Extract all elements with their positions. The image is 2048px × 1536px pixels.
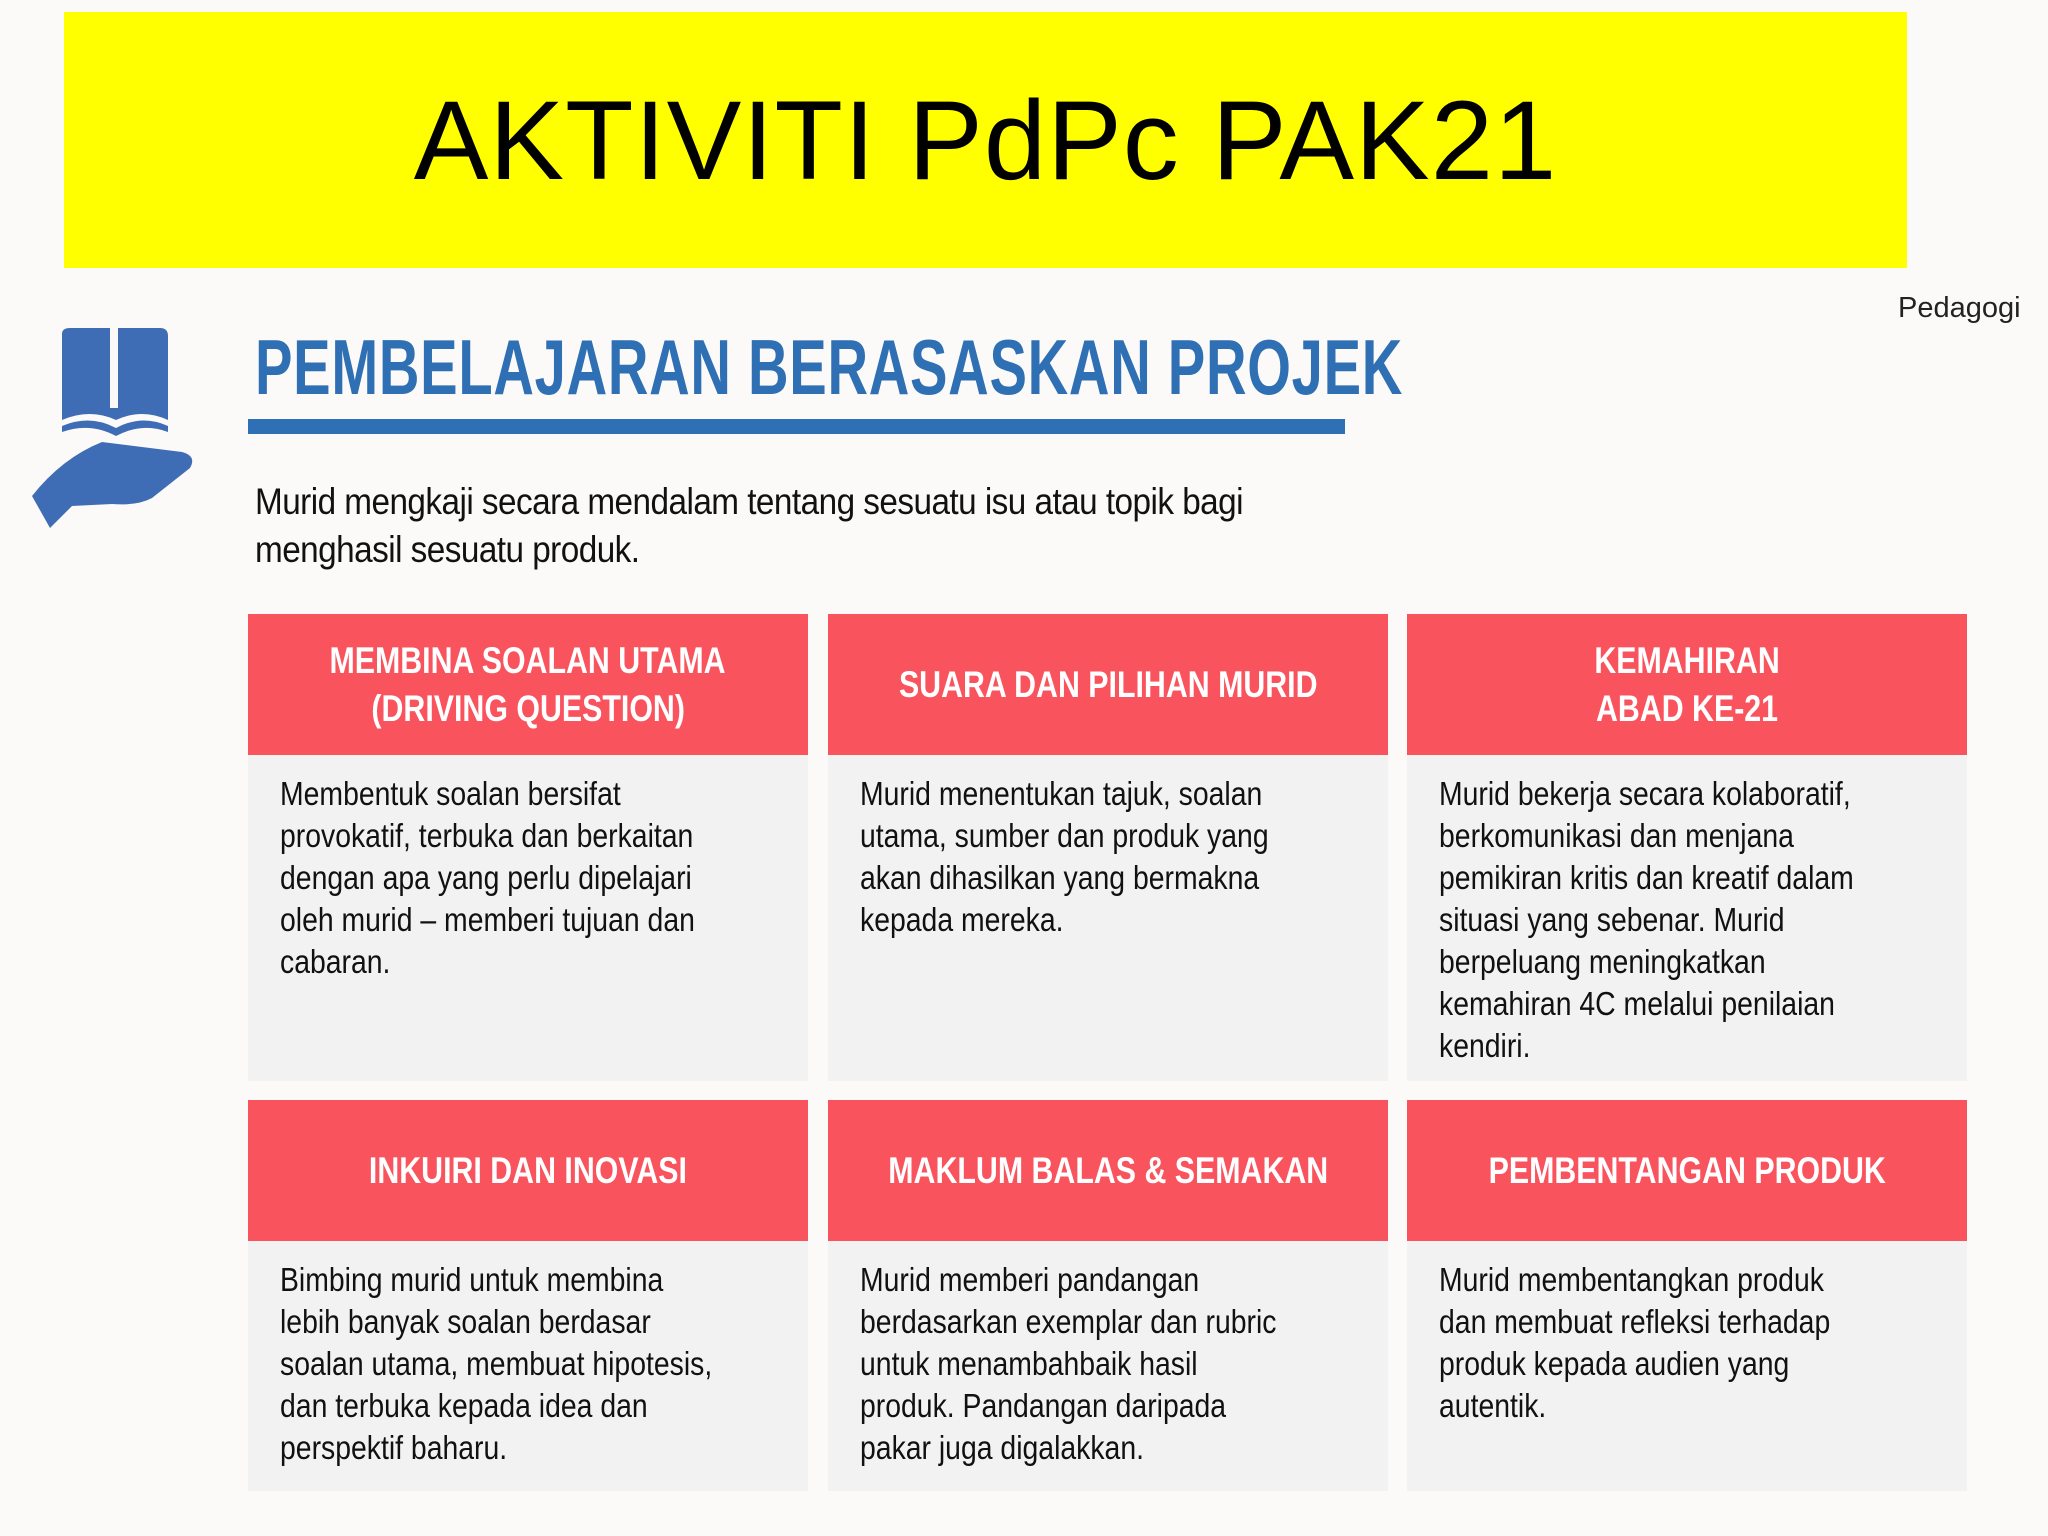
card-text-line: Membentuk soalan bersifat: [280, 775, 621, 812]
card-body: [1407, 755, 1967, 1081]
card-body: [248, 755, 808, 1081]
feature-card: [248, 1100, 808, 1491]
card-text-line: berkomunikasi dan menjana: [1439, 817, 1794, 854]
card-text-line: kepada mereka.: [860, 901, 1064, 938]
card-title: MEMBINA SOALAN UTAMA: [329, 639, 727, 681]
feature-card: [1407, 1100, 1967, 1491]
feature-card: [828, 614, 1388, 1081]
card-header: [1407, 614, 1967, 755]
card-header: [248, 614, 808, 755]
card-title: INKUIRI DAN INOVASI: [368, 1149, 688, 1191]
card-text-line: utama, sumber dan produk yang: [860, 817, 1269, 854]
description-line: Murid mengkaji secara mendalam tentang sesuatu isu atau topik bagi: [255, 481, 1244, 522]
card-body: [1407, 1241, 1967, 1491]
slide-title: AKTIVITI PdPc PAK21: [413, 77, 1558, 203]
card-text-line: Bimbing murid untuk membina: [280, 1261, 664, 1298]
card-body: [828, 755, 1388, 1081]
card-text-line: berpeluang meningkatkan: [1439, 943, 1766, 980]
card-text-line: produk. Pandangan daripada: [860, 1387, 1227, 1424]
card-text-line: soalan utama, membuat hipotesis,: [280, 1345, 713, 1382]
card-header: [1407, 1100, 1967, 1241]
feature-card: [248, 614, 808, 1081]
card-text-line: berdasarkan exemplar dan rubric: [860, 1303, 1277, 1340]
card-text-line: provokatif, terbuka dan berkaitan: [280, 817, 694, 854]
card-title: ABAD KE-21: [1595, 687, 1779, 729]
card-text-line: oleh murid – memberi tujuan dan: [280, 901, 695, 938]
card-text-line: lebih banyak soalan berdasar: [280, 1303, 651, 1340]
card-text-line: Murid membentangkan produk: [1439, 1261, 1824, 1298]
card-title: SUARA DAN PILIHAN MURID: [898, 663, 1318, 705]
card-text-line: situasi yang sebenar. Murid: [1439, 901, 1785, 938]
feature-card: [828, 1100, 1388, 1491]
card-title: (DRIVING QUESTION): [371, 687, 685, 729]
card-text-line: perspektif baharu.: [280, 1429, 508, 1466]
card-text-line: dan terbuka kepada idea dan: [280, 1387, 648, 1424]
card-text-line: dengan apa yang perlu dipelajari: [280, 859, 692, 896]
card-header: [828, 614, 1388, 755]
card-text-line: pemikiran kritis dan kreatif dalam: [1439, 859, 1854, 896]
card-text-line: Murid memberi pandangan: [860, 1261, 1200, 1298]
section-description: [255, 478, 1353, 574]
card-body: [828, 1241, 1388, 1491]
heading-underline: [248, 419, 1345, 434]
card-text-line: produk kepada audien yang: [1439, 1345, 1790, 1382]
card-text-line: kemahiran 4C melalui penilaian: [1439, 985, 1835, 1022]
card-text-line: Murid menentukan tajuk, soalan: [860, 775, 1263, 812]
section-heading: PEMBELAJARAN BERASASKAN PROJEK: [255, 323, 1404, 411]
card-body: [248, 1241, 808, 1491]
card-text-line: akan dihasilkan yang bermakna: [860, 859, 1260, 896]
card-title: KEMAHIRAN: [1594, 639, 1780, 681]
card-text-line: untuk menambahbaik hasil: [860, 1345, 1198, 1382]
card-text-line: Murid bekerja secara kolaboratif,: [1439, 775, 1851, 812]
card-text-line: dan membuat refleksi terhadap: [1439, 1303, 1831, 1340]
card-title: MAKLUM BALAS & SEMAKAN: [888, 1149, 1328, 1191]
category-tag: Pedagogi: [1898, 292, 2021, 324]
card-text-line: kendiri.: [1439, 1027, 1531, 1064]
card-header: [828, 1100, 1388, 1241]
description-line: menghasil sesuatu produk.: [255, 529, 640, 570]
card-title: PEMBENTANGAN PRODUK: [1488, 1149, 1886, 1191]
card-text-line: autentik.: [1439, 1387, 1547, 1424]
card-text-line: cabaran.: [280, 943, 391, 980]
title-banner: [64, 12, 1907, 268]
feature-card: [1407, 614, 1967, 1081]
card-header: [248, 1100, 808, 1241]
book-in-hand-icon: [32, 328, 207, 528]
card-text-line: pakar juga digalakkan.: [860, 1429, 1145, 1466]
